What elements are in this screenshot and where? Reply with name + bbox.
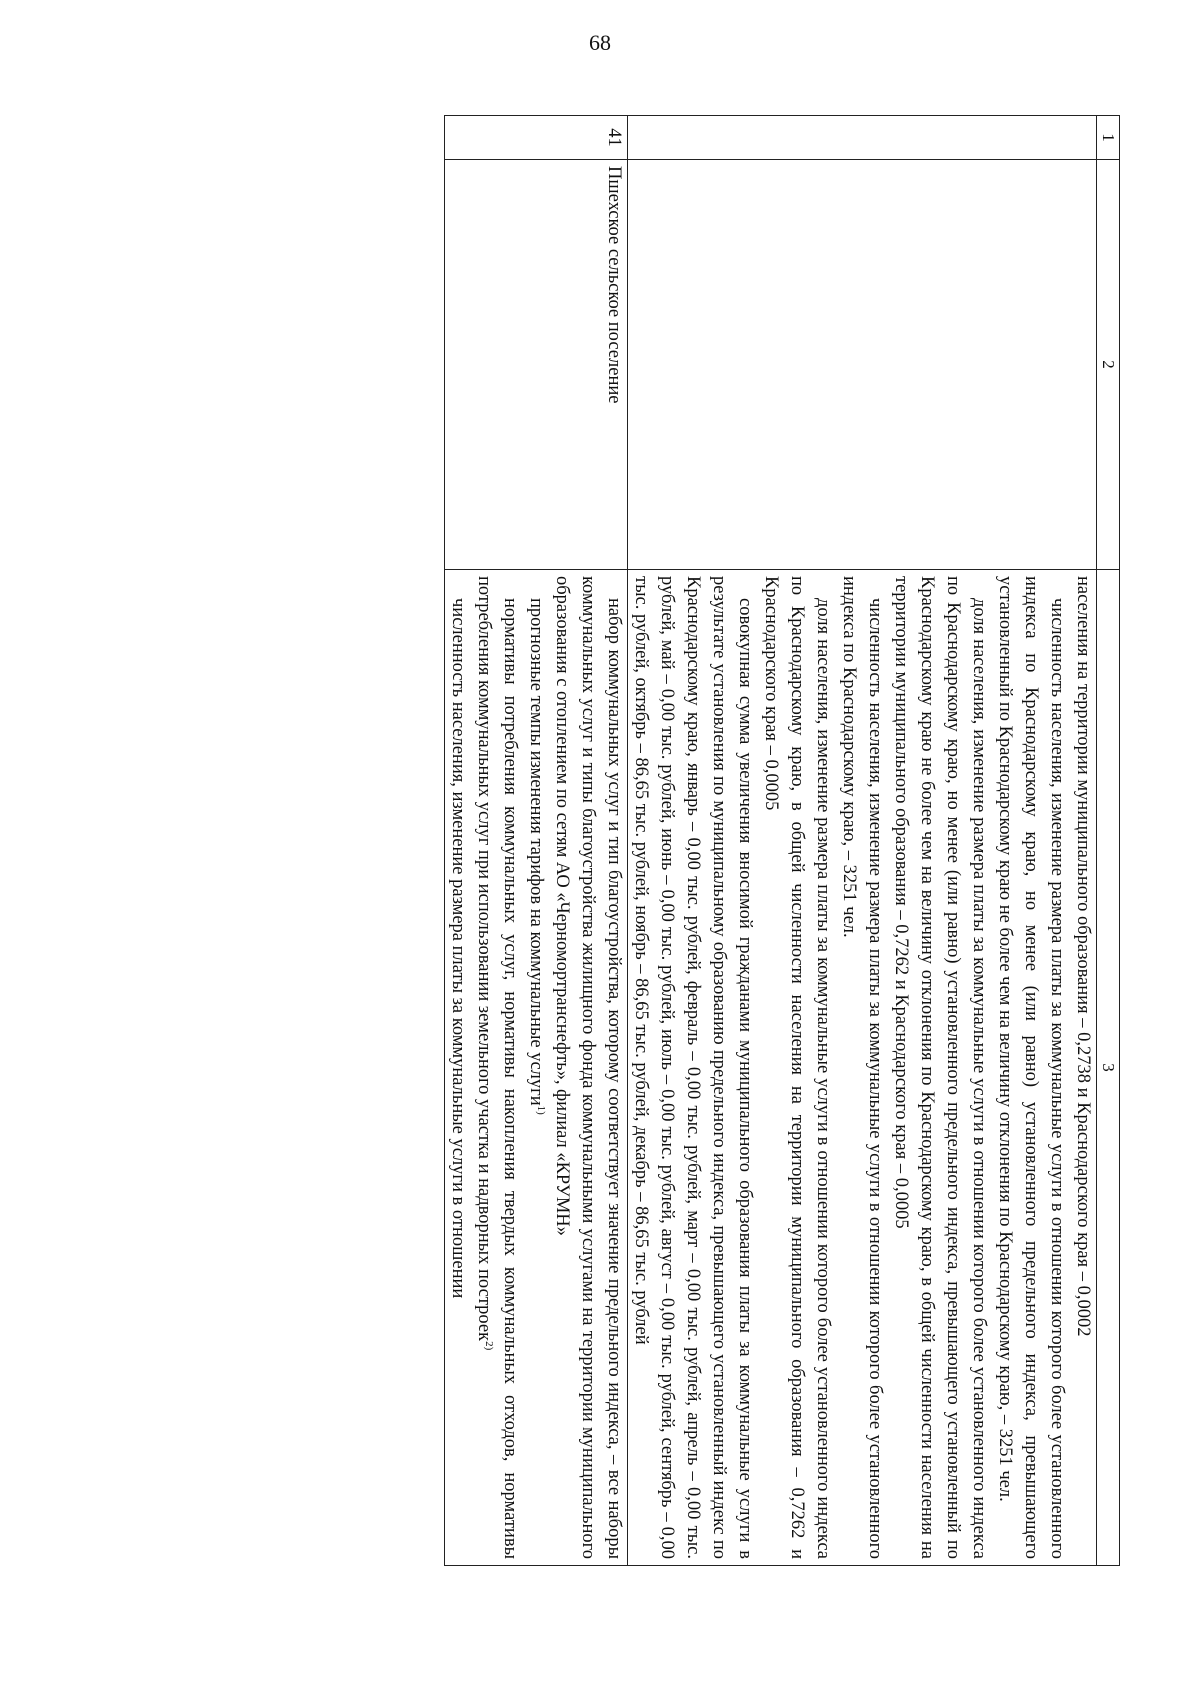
municipality-name <box>628 160 1097 570</box>
indicator-paragraph <box>523 576 549 1559</box>
footnote-mark: 2) <box>483 1341 496 1351</box>
row-number: 41 <box>445 116 628 160</box>
header-col-3: 3 <box>1097 570 1120 1566</box>
table-row-continuation <box>628 116 1097 1566</box>
indicator-paragraph: численность населения, изменение размера платы за коммунальные услуги в отношении которого более установленного индекса по Краснодарскому краю, – 3251 чел. <box>839 576 885 1559</box>
indicator-text: прогнозные темпы изменения тарифов на коммунальные услуги <box>526 598 546 1106</box>
indicators-cell <box>628 570 1097 1566</box>
table-header-row <box>1097 116 1120 1566</box>
footnote-mark: 1) <box>535 1105 548 1115</box>
tariff-table <box>444 115 1120 1566</box>
table-row <box>445 116 628 1566</box>
indicator-paragraph <box>471 576 523 1559</box>
indicator-paragraph: населения на территории муниципального образования – 0,2738 и Краснодарского края – 0,0002 <box>1073 576 1093 1337</box>
indicator-paragraph: доля населения, изменение размера платы за коммунальные услуги в отношении которого более установленного индекса по Краснодарскому краю, в общей численности населения на территории муниципального образования – 0,7262 и Краснодарского края – 0,0005 <box>761 576 833 1559</box>
indicator-paragraph: численность населения, изменение размера платы за коммунальные услуги в отношении которого более установленного индекса по Краснодарскому краю, но менее (или равно) установленного предельного индекса, превышающего установленный по Краснодарскому краю не более чем на величину отклонения по Краснодарскому краю, – 3251 чел. <box>995 576 1067 1559</box>
indicator-paragraph: численность населения, изменение размера платы за коммунальные услуги в отношении <box>448 598 468 1299</box>
indicators-cell <box>445 570 628 1566</box>
header-col-1: 1 <box>1097 116 1120 160</box>
indicator-text: нормативы потребления коммунальных услуг, нормативы накопления твердых коммунальных отходов, нормативы потребления коммунальных услуг при использовании земельного участка и надворных построек <box>474 576 520 1559</box>
indicator-paragraph: набор коммунальных услуг и тип благоустройства, которому соответствует значение предельного индекса, – все наборы коммунальных услуг и типы благоустройства жилищного фонда коммунальными услугами на территории муниципального образования с отоплением по сетям АО «Черномортранснефть», филиал «КРУМН» <box>552 576 624 1559</box>
header-col-2: 2 <box>1097 160 1120 570</box>
indicator-paragraph: совокупная сумма увеличения вносимой гражданами муниципального образования платы за коммунальные услуги в результате установления по муниципальному образованию предельного индекса, превышающего установленный индекс по Краснодарскому краю, январь – 0,00 тыс. рублей, февраль – 0,00 тыс. рублей, март – 0,00 тыс. рублей, апрель – 0,00 тыс. рублей, май – 0,00 тыс. рублей, июнь – 0,00 тыс. рублей, июль – 0,00 тыс. рублей, август – 0,00 тыс. рублей, сентябрь – 0,00 тыс. рублей, октябрь – 86,65 тыс. рублей, ноябрь – 86,65 тыс. рублей, декабрь – 86,65 тыс. рублей <box>631 576 755 1559</box>
municipality-name: Пшехское сельское поселение <box>445 160 628 570</box>
row-number <box>628 116 1097 160</box>
page-number: 68 <box>589 30 611 55</box>
rotated-table-container <box>200 115 1120 1565</box>
indicator-paragraph: доля населения, изменение размера платы за коммунальные услуги в отношении которого более установленного индекса по Краснодарскому краю, но менее (или равно) установленного предельного индекса, превышающего установленный по Краснодарскому краю не более чем на величину отклонения по Краснодарскому краю, в общей численности населения на территории муниципального образования – 0,7262 и Краснодарского края – 0,0005 <box>891 576 989 1559</box>
